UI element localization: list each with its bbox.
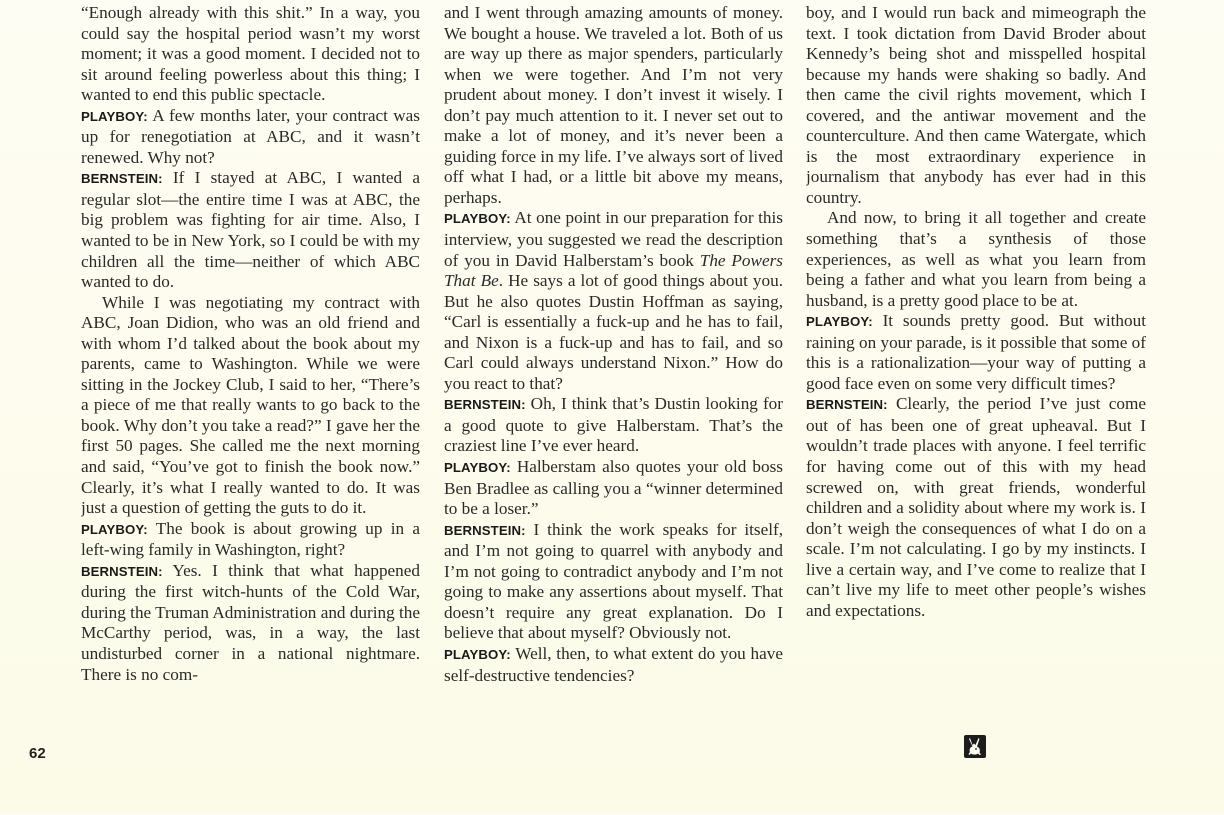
speaker-label: BERNSTEIN: — [81, 171, 163, 187]
paragraph — [806, 3, 1146, 208]
paragraph-text: boy, and I would run back and mimeograph the text. I took dictation from David Broder about Kennedy’s being shot and misspelled hospital because my hands were shaking so badly. And then came the civil rights movement, which I covered, and the antiwar movement and the counterculture. And then came Watergate, which is the most extraordinary experience in journalism that anybody has ever had in this country. — [806, 3, 1146, 207]
paragraph-text: It sounds pretty good. But without raining on your parade, is it possible that some of this is a rationalization—your way of putting a good face even on some very difficult times? — [806, 311, 1146, 393]
paragraph-text: At one point in our preparation for this interview, you suggested we read the description of you in David Halberstam’s book The Powers That Be. He says a lot of good things about you. But he also quotes Dustin Hoffman as saying, “Carl is essentially a fuck-up and he has to fail, and Nixon is a fuck-up and has to fail, and so Carl could always understand Nixon.” How do you react to that? — [444, 208, 783, 393]
speaker-label: PLAYBOY: — [81, 108, 148, 124]
text-column-2 — [444, 3, 783, 815]
speaker-label: PLAYBOY: — [81, 521, 148, 537]
paragraph — [444, 208, 783, 394]
speaker-label: PLAYBOY: — [806, 314, 873, 330]
paragraph — [444, 520, 783, 644]
playboy-rabbit-icon — [964, 735, 986, 758]
speaker-label: PLAYBOY: — [444, 460, 511, 476]
paragraph — [444, 457, 783, 520]
paragraph-text: And now, to bring it all together and create something that’s a synthesis of those experiences, as well as what you learn from being a father and what you learn from being a husband, is a pretty good place to be at. — [806, 208, 1146, 310]
text-column-3 — [806, 3, 1146, 815]
paragraph — [81, 519, 420, 561]
paragraph-text: A few months later, your contract was up for renegotiation at ABC, and it wasn’t renewed. Why not? — [81, 105, 420, 167]
paragraph-text: and I went through amazing amounts of money. We bought a house. We traveled a lot. Both of us are way up there as major spenders, particularly when we were together. And I’m not very prudent about money. I don’t invest it wisely. I don’t pay much attention to it. I never set out to make a lot of money, and it’s never been a guiding force in my life. I’ve always sort of lived off what I had, or a little bit above my means, perhaps. — [444, 3, 783, 207]
speaker-label: BERNSTEIN: — [444, 522, 526, 538]
paragraph-text: Well, then, to what extent do you have self-destructive tendencies? — [444, 643, 783, 685]
paragraph — [444, 644, 783, 686]
paragraph-text: Clearly, the period I’ve just come out of has been one of great upheaval. But I wouldn’t trade places with anyone. I feel terrific for having come out of this with my head screwed on, with great friends, wonderful children and a solidity about where my work is. I don’t weigh the consequences of what I do on a scale. I’m not calculating. I go by my instincts. I live a certain way, and I’ve come to realize that I can’t live my life to meet other people’s wishes and expectations. — [806, 394, 1146, 620]
speaker-label: PLAYBOY: — [444, 211, 511, 227]
paragraph — [806, 311, 1146, 394]
speaker-label: PLAYBOY: — [444, 646, 511, 662]
paragraph — [444, 394, 783, 457]
paragraph-text: The book is about growing up in a left-wing family in Washington, right? — [81, 518, 420, 560]
paragraph-text: If I stayed at ABC, I wanted a regular slot—the entire time I was at ABC, the big problem was fighting for air time. Also, I wanted to be in New York, so I could be with my children all the time—neither of which ABC wanted to do. — [81, 168, 420, 292]
paragraph-text: Yes. I think that what happened during the first witch-hunts of the Cold War, during the Truman Administration and during the McCarthy period, was, in a way, the last undisturbed corner in a national nightmare. There is no com- — [81, 560, 420, 684]
paragraph-text: While I was negotiating my contract with ABC, Joan Didion, who was an old friend and with whom I’d talked about the book about my parents, came to Washington. While we were sitting in the Jockey Club, I said to her, “There’s a piece of me that really wants to go back to the book. Why don’t you take a read?” I gave her the first 50 pages. She called me the next morning and said, “You’ve got to finish the book now.” Clearly, it’s what I really wanted to do. It was just a question of getting the guts to do it. — [81, 292, 420, 518]
paragraph-text: Oh, I think that’s Dustin looking for a good quote to give Halberstam. That’s the craziest line I’ve ever heard. — [444, 394, 783, 456]
speaker-label: BERNSTEIN: — [444, 397, 526, 413]
speaker-label: BERNSTEIN: — [806, 397, 888, 413]
paragraph — [81, 106, 420, 169]
speaker-label: BERNSTEIN: — [81, 563, 163, 579]
paragraph — [81, 561, 420, 685]
paragraph — [806, 394, 1146, 621]
paragraph-text: “Enough already with this shit.” In a way, you could say the hospital period wasn’t my worst moment; it was a good moment. I decided not to sit around feeling powerless about this thing; I wanted to end this public spectacle. — [81, 3, 420, 105]
page-number: 62 — [29, 745, 46, 762]
paragraph-text: I think the work speaks for itself, and I’m not going to quarrel with anybody and I’m not going to contradict anybody and I’m not going to make any assertions about myself. That doesn’t require any great explanation. Do I believe that about myself? Obviously not. — [444, 519, 783, 643]
paragraph — [444, 3, 783, 208]
paragraph — [806, 208, 1146, 311]
text-column-1 — [81, 3, 420, 815]
paragraph — [81, 293, 420, 519]
paragraph — [81, 168, 420, 292]
paragraph-text: Halberstam also quotes your old boss Ben Bradlee as calling you a “winner determined to be a loser.” — [444, 457, 783, 519]
paragraph — [81, 3, 420, 106]
